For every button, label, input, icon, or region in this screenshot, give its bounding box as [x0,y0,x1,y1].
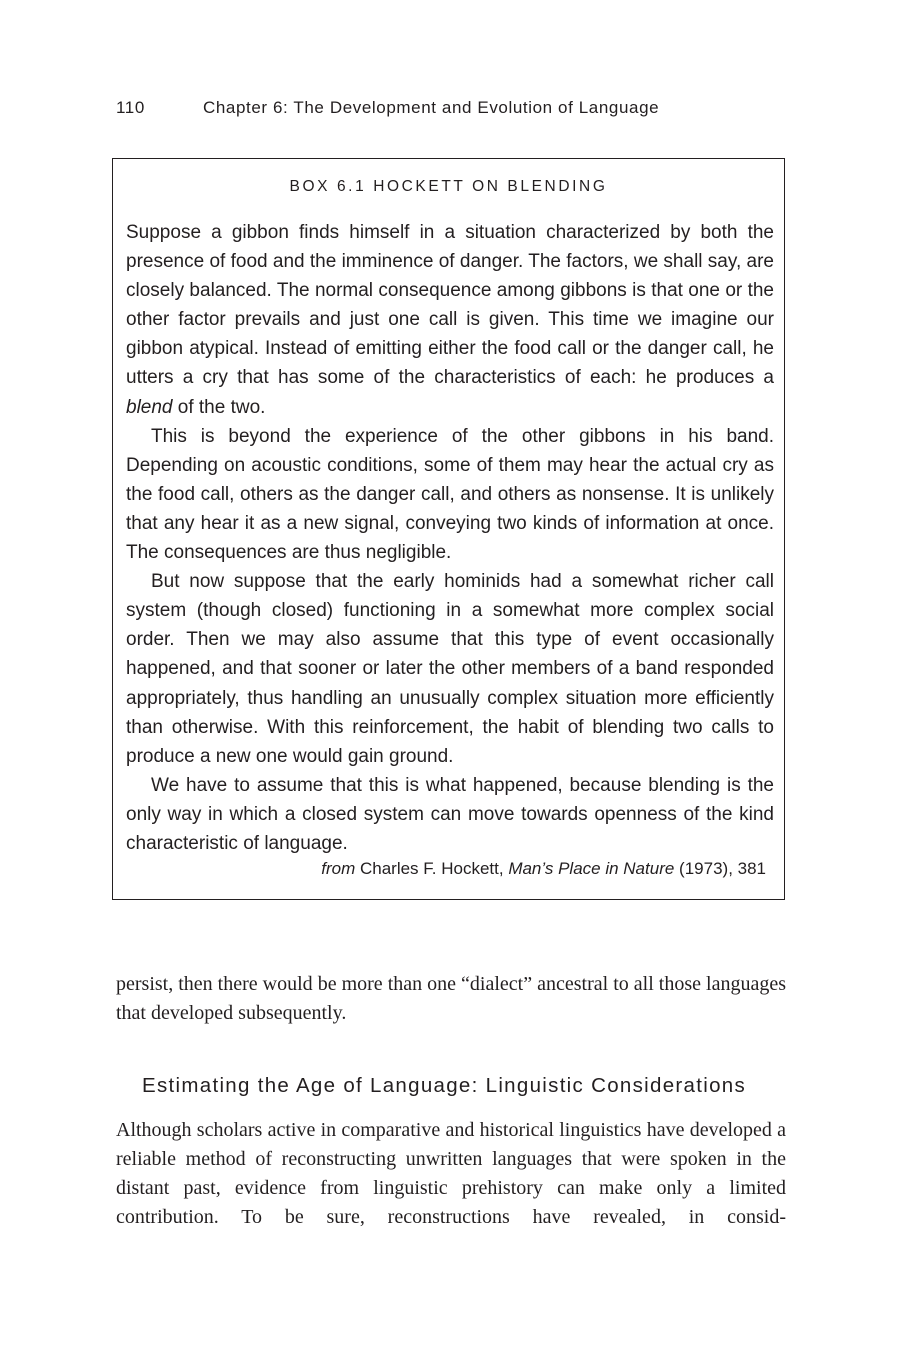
section-heading: Estimating the Age of Language: Linguistic Considerations [142,1074,747,1097]
sidebar-box [112,158,785,900]
attribution [321,859,766,879]
chapter-title: Chapter 6: The Development and Evolution of Language [203,98,660,117]
attribution-details: (1973), 381 [679,859,766,878]
box-paragraph-4: We have to assume that this is what happened, because blending is the only way in which a closed system can move towards openness of the kind characteristic of language. [126,774,774,854]
running-head [116,98,796,118]
attribution-author: Charles F. Hockett, [359,859,504,878]
box-paragraph-3: But now suppose that the early hominids had a somewhat richer call system (though closed) functioning in a somewhat more complex social order. Then we may also assume that this type of event occasionally happened, and that sooner or later the other members of a band responded appropriately, thus handling an unusually complex situation more efficiently than otherwise. With this reinforcement, the habit of blending two calls to produce a new one would gain ground. [126,571,774,767]
main-paragraph-1: persist, then there would be more than one “dialect” ancestral to all those languages that developed subsequently. [116,973,786,1025]
box-title: BOX 6.1 HOCKETT ON BLENDING [289,178,608,195]
blend-emphasis: blend [126,396,173,418]
attribution-from: from [321,859,356,878]
box-paragraph-1-text: Suppose a gibbon finds himself in a situation characterized by both the presence of food and the imminence of danger. The factors, we shall say, are closely balanced. The normal consequence among gibbons is that one or the other factor prevails and just one call is given. This time we imagine our gibbon atypical. Instead of emitting either the food call or the danger call, he utters a cry that has some of the characteristics of each: he produces a [126,222,774,389]
box-paragraph-1 [126,218,774,422]
main-paragraph-2: Although scholars active in comparative and historical linguistics have developed a reliable method of reconstructing unwritten languages that were spoken in the distant past, evidence from linguistic prehistory can make only a limited contribution. To be sure, reconstructions have revealed, in consid- [116,1119,786,1229]
page-number: 110 [116,98,145,117]
attribution-work: Man’s Place in Nature [508,859,675,878]
box-body [126,218,774,858]
box-paragraph-1-end: of the two. [177,396,266,418]
box-paragraph-2: This is beyond the experience of the other gibbons in his band. Depending on acoustic conditions, some of them may hear the actual cry as the food call, others as the danger call, and others as nonsense. It is unlikely that any hear it as a new signal, conveying two kinds of information at once. The consequences are thus negligible. [126,425,774,564]
